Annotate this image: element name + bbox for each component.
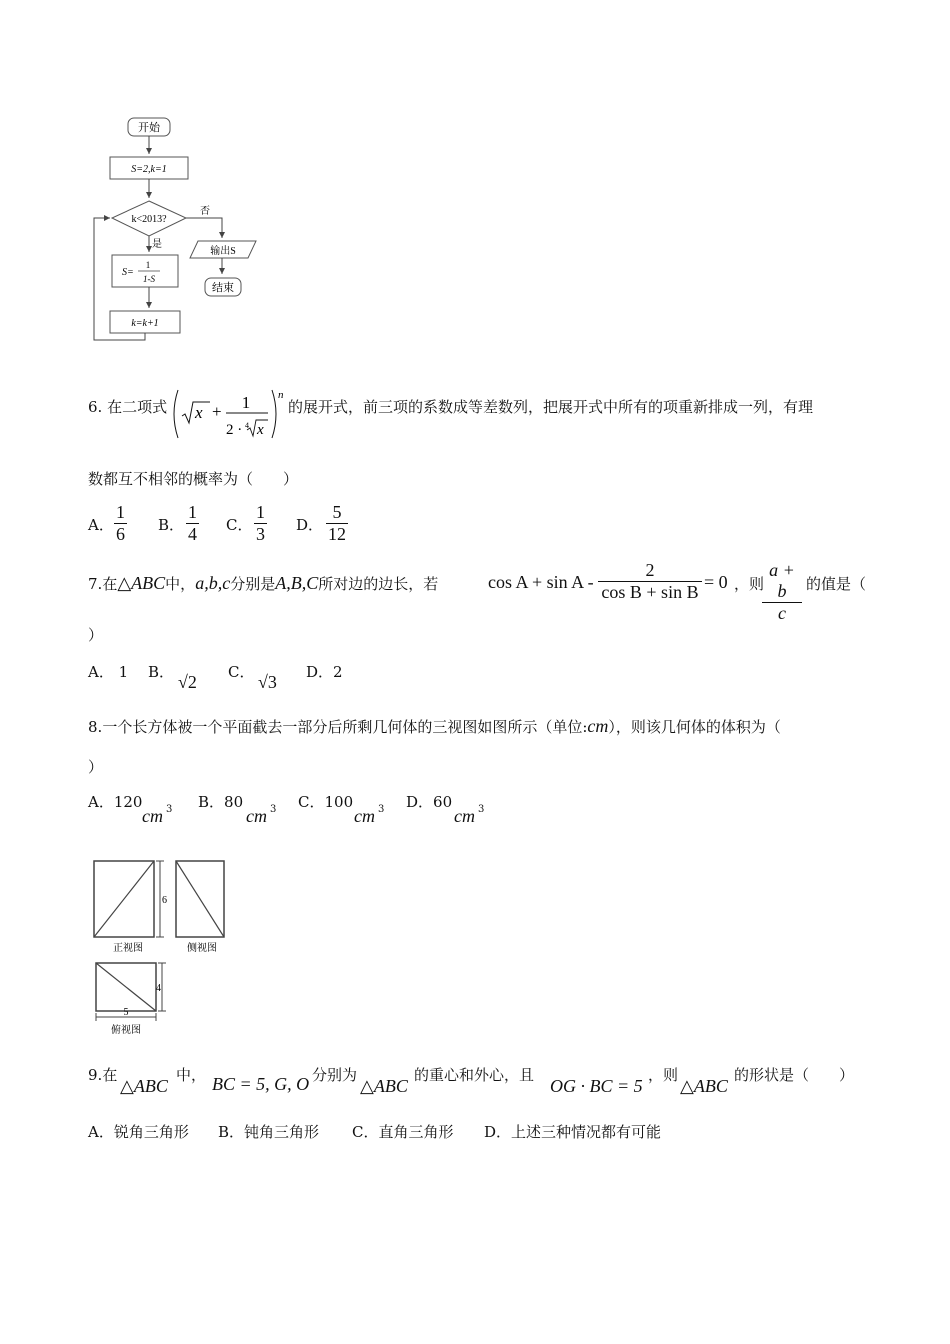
q9-t2: 中， <box>176 1066 207 1084</box>
flow-assign-lhs: S= <box>122 267 134 278</box>
q9-option-c[interactable]: C．直角三角形 <box>352 1123 454 1141</box>
side-view-label: 侧视图 <box>187 943 217 954</box>
q7-line1: 7.在△ABC中，a,b,c分别是A,B,C所对边的边长，若 <box>88 573 439 593</box>
q7-expr-left: cos A + sin A - <box>488 572 594 592</box>
flow-output-label: 输出S <box>210 246 236 257</box>
q9-t4: 的重心和外心，且 <box>414 1066 535 1084</box>
q6-text-after: 的展开式，前三项的系数成等差数列，把展开式中所有的项重新排成一列，有理 <box>288 398 814 416</box>
depth-label: 4 <box>156 983 161 994</box>
q6-frac-den: 2 · <box>226 422 243 438</box>
q6-plus: + <box>212 402 222 421</box>
q7-option-a[interactable]: A． 1 <box>88 663 129 681</box>
flow-start-label: 开始 <box>138 122 160 134</box>
flow-yes-label: 是 <box>152 239 162 250</box>
q7-then: ，则 <box>734 575 765 593</box>
q9-option-a[interactable]: A．锐角三角形 <box>88 1123 189 1141</box>
q8-line1: 8.一个长方体被一个平面截去一部分后所剩几何体的三视图如图所示（单位:cm），则该几何体的体积为（ <box>88 716 781 736</box>
q7-option-d[interactable]: D．2 <box>306 663 343 681</box>
q8-option-b[interactable]: B．80 cm 3 <box>198 793 277 826</box>
q7-expr-right: = 0 <box>704 572 728 592</box>
q8-option-d[interactable]: D．60 cm 3 <box>406 793 485 826</box>
flow-assign-num: 1 <box>145 260 151 270</box>
q8-line2: ） <box>88 758 104 776</box>
flow-increment-label: k=k+1 <box>131 318 159 329</box>
q9-option-b[interactable]: B．钝角三角形 <box>218 1123 320 1141</box>
svg-text:x: x <box>257 422 264 438</box>
q7-tail: 的值是（ <box>806 575 867 593</box>
flow-no-label: 否 <box>200 206 210 217</box>
q7-option-b-value: √2 <box>178 672 197 692</box>
q6-sqrt-x: x <box>195 403 203 422</box>
q7-option-c[interactable]: C． <box>228 663 255 681</box>
q6-line1: 6. 在二项式 <box>88 398 168 416</box>
top-view-label: 俯视图 <box>111 1025 141 1036</box>
q7-ratio: $\frac{a + b}{c}$ <box>762 560 802 624</box>
q6-line2: 数都互不相邻的概率为（ ） <box>88 470 299 488</box>
q9-tri-3: △ABC <box>680 1076 728 1096</box>
svg-text:4: 4 <box>245 421 249 430</box>
height-label: 6 <box>162 895 167 906</box>
flow-end-label: 结束 <box>212 282 234 294</box>
three-views-figure <box>88 855 238 1040</box>
flowchart <box>80 110 280 350</box>
q6-expression <box>168 386 288 442</box>
q7-option-b[interactable]: B． <box>148 663 175 681</box>
q9-line1a: 9.在 <box>88 1066 118 1084</box>
q7-option-c-value: √3 <box>258 672 277 692</box>
width-label: 5 <box>123 1007 129 1018</box>
q9-tri-1: △ABC <box>120 1076 168 1096</box>
q9-given: BC = 5, G, O <box>212 1074 310 1094</box>
q6-exponent: n <box>278 389 284 401</box>
flow-init-label: S=2,k=1 <box>131 164 167 175</box>
q6-frac-num: 1 <box>241 393 251 412</box>
q9-t6: 的形状是（ ） <box>734 1066 855 1084</box>
q9-option-d[interactable]: D．上述三种情况都有可能 <box>484 1123 662 1141</box>
q8-option-a[interactable]: A．120 cm 3 <box>88 793 173 826</box>
flow-assign-den: 1-S <box>143 274 155 284</box>
q7-fraction: $\frac{2}{\text{cos B + sin B}}$ <box>598 560 702 603</box>
front-view-label: 正视图 <box>113 943 143 954</box>
q8-option-c[interactable]: C．100 cm 3 <box>298 793 385 826</box>
q9-t3: 分别为 <box>312 1066 358 1084</box>
q7-line2: ） <box>88 626 104 644</box>
q9-t5: ，则 <box>648 1066 679 1084</box>
q9-dot-product: OG · BC = 5 <box>550 1076 643 1096</box>
q9-tri-2: △ABC <box>360 1076 408 1096</box>
flow-decision-label: k<2013? <box>131 214 167 225</box>
